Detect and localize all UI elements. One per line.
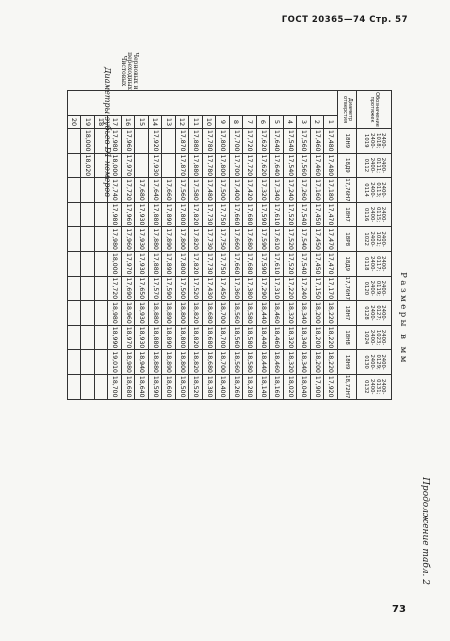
row-group-spacer (68, 91, 338, 116)
column-diameter: 18Н9 (338, 350, 357, 375)
table-cell: 18,440 (257, 350, 271, 375)
table-cell: 17,450 (311, 227, 325, 252)
row-number: 4 (284, 116, 298, 129)
table-cell: 17,640 (270, 153, 284, 178)
table-row (230, 91, 244, 400)
table-cell: 18,220 (324, 325, 338, 350)
table-cell: 17,540 (297, 227, 311, 252)
column-code: 2400-0119; 2400-0120 (357, 276, 392, 301)
table-cell: 17,700 (230, 153, 244, 178)
column-diameter: 18Д9 (338, 153, 357, 178)
table-cell: 17,930 (135, 227, 149, 252)
table-cell: 17,970 (122, 153, 136, 178)
table-cell: 17,430 (203, 276, 217, 301)
table-cell: 17,750 (216, 202, 230, 227)
table-row (68, 91, 82, 400)
table-cell: 18,890 (162, 325, 176, 350)
table-cell: 18,680 (122, 374, 136, 399)
table-cell: 17,340 (270, 178, 284, 203)
table-cell: 17,800 (216, 153, 230, 178)
table-cell: 18,280 (243, 374, 257, 399)
table-cell: 18,700 (108, 374, 122, 399)
table-cell: 17,800 (176, 227, 190, 252)
table-cell (81, 227, 95, 252)
table-cell (68, 178, 82, 203)
table-cell: 18,460 (270, 325, 284, 350)
table-cell: 18,700 (216, 325, 230, 350)
table-cell: 17,180 (324, 178, 338, 203)
table-cell: 17,960 (122, 227, 136, 252)
table-cell: 18,880 (149, 301, 163, 326)
table-cell: 18,000 (108, 251, 122, 276)
table-cell: 17,520 (284, 202, 298, 227)
table-cell: 17,590 (257, 202, 271, 227)
table-cell: 18,680 (203, 325, 217, 350)
table-cell: 18,680 (203, 301, 217, 326)
table-cell (81, 202, 95, 227)
table-cell (95, 301, 109, 326)
table-cell: 19,010 (108, 350, 122, 375)
column-code: 2400-0131; 2400-0132 (357, 374, 392, 399)
table-cell: 17,320 (257, 178, 271, 203)
table-cell: 17,560 (297, 153, 311, 178)
table-cell (95, 374, 109, 399)
table-cell: 18,580 (243, 325, 257, 350)
column-diameter: 18Н9 (338, 129, 357, 154)
table-cell: 17,220 (284, 276, 298, 301)
table-cell: 18,970 (122, 325, 136, 350)
table-cell: 18,200 (311, 325, 325, 350)
column-diameter: 17,76Н7 (338, 178, 357, 203)
table-cell: 17,170 (324, 276, 338, 301)
table-cell: 17,800 (216, 129, 230, 154)
table-row (257, 91, 271, 400)
table-cell: 17,450 (216, 276, 230, 301)
table-cell: 17,420 (243, 178, 257, 203)
table-cell: 17,460 (311, 129, 325, 154)
row-number: 8 (230, 116, 244, 129)
table-cell: 18,890 (162, 350, 176, 375)
table-cell (135, 153, 149, 178)
table-row (95, 91, 109, 400)
row-number: 16 (122, 116, 136, 129)
table-cell: 18,930 (135, 325, 149, 350)
table-cell: 17,400 (230, 178, 244, 203)
corner-label-codes: Обозначение протяжек (357, 91, 392, 129)
column-code: 2400-1021; 2400-1022 (357, 227, 392, 252)
table-cell: 18,160 (270, 374, 284, 399)
table-cell: 17,880 (149, 202, 163, 227)
table-cell: 17,820 (189, 251, 203, 276)
table-cell: 18,380 (203, 374, 217, 399)
table-cell: 18,340 (297, 325, 311, 350)
table-cell: 17,780 (203, 129, 217, 154)
table-cell: 18,640 (135, 374, 149, 399)
header-row-diameters (338, 91, 357, 400)
table-cell: 17,700 (230, 129, 244, 154)
table-cell: 17,930 (135, 202, 149, 227)
table-cell: 17,590 (162, 276, 176, 301)
table-cell: 17,240 (297, 276, 311, 301)
table-cell: 17,470 (324, 227, 338, 252)
table-cell: 17,800 (176, 202, 190, 227)
page-number: 73 (392, 604, 406, 615)
table-cell (95, 153, 109, 178)
table-row (176, 91, 190, 400)
table-cell: 17,720 (122, 178, 136, 203)
row-number: 13 (162, 116, 176, 129)
table-cell: 17,730 (203, 227, 217, 252)
column-code: 2400-1023; 2400-1024 (357, 325, 392, 350)
column-diameter: 18Н7 (338, 301, 357, 326)
table-cell: 18,040 (297, 374, 311, 399)
table-cell: 17,820 (189, 227, 203, 252)
table-cell: 18,000 (81, 129, 95, 154)
table-cell: 17,540 (284, 153, 298, 178)
table-row (135, 91, 149, 400)
table-row (324, 91, 338, 400)
table-cell: 18,200 (311, 350, 325, 375)
table-cell: 18,560 (230, 350, 244, 375)
column-diameter: 18Р8 (338, 227, 357, 252)
column-code: 2400-0113; 2400-0114 (357, 178, 392, 203)
table-cell: 17,520 (284, 227, 298, 252)
table-cell: 17,890 (162, 202, 176, 227)
table-row (149, 91, 163, 400)
table-cell: 17,460 (311, 153, 325, 178)
table-cell: 18,800 (176, 325, 190, 350)
table-cell (95, 350, 109, 375)
table-cell: 18,320 (284, 301, 298, 326)
table-cell: 17,930 (149, 153, 163, 178)
table-cell: 17,290 (257, 276, 271, 301)
table-cell: 17,470 (324, 251, 338, 276)
table-cell: 17,580 (189, 178, 203, 203)
column-code: 2400-0115; 2400-0116 (357, 202, 392, 227)
table-cell: 18,560 (230, 325, 244, 350)
table-cell (95, 251, 109, 276)
table-cell: 17,620 (257, 153, 271, 178)
table-row (216, 91, 230, 400)
row-number: 19 (81, 116, 95, 129)
table-cell (81, 325, 95, 350)
table-cell: 17,240 (284, 178, 298, 203)
table-cell: 18,500 (176, 374, 190, 399)
column-code: 2400-0111; 2400-0112 (357, 153, 392, 178)
table-cell: 18,200 (311, 301, 325, 326)
table-cell: 17,890 (162, 251, 176, 276)
column-code: 2400-0127; 2400-0128 (357, 301, 392, 326)
table-cell (95, 129, 109, 154)
table-title: Размеры в мм (398, 272, 408, 365)
table-cell (81, 374, 95, 399)
table-cell (135, 129, 149, 154)
table-cell: 17,730 (203, 202, 217, 227)
table-cell: 17,730 (203, 251, 217, 276)
table-cell (68, 129, 82, 154)
table-cell: 18,960 (122, 301, 136, 326)
table-cell (81, 178, 95, 203)
table-cell: 17,450 (311, 202, 325, 227)
table-cell: 17,880 (149, 251, 163, 276)
table-cell: 18,340 (297, 301, 311, 326)
table-cell: 17,470 (324, 202, 338, 227)
table-cell: 17,740 (108, 178, 122, 203)
table-cell: 17,930 (135, 251, 149, 276)
table-cell: 17,640 (149, 178, 163, 203)
column-diameter: 18Д9 (338, 251, 357, 276)
table-cell: 17,880 (149, 227, 163, 252)
rotated-content (70, 52, 430, 585)
table-cell: 17,890 (162, 227, 176, 252)
column-diameter: 18,72Н7 (338, 374, 357, 399)
table-cell (81, 276, 95, 301)
table-cell: 17,260 (297, 178, 311, 203)
table-cell: 17,720 (108, 276, 122, 301)
corner-label-diameter: Диаметр отверстия (338, 91, 357, 129)
table-row (311, 91, 325, 400)
row-number: 17 (108, 116, 122, 129)
table-cell: 17,970 (122, 251, 136, 276)
table-cell: 17,750 (216, 227, 230, 252)
table-cell: 17,680 (243, 251, 257, 276)
table-row (284, 91, 298, 400)
table-cell: 17,960 (122, 202, 136, 227)
table-cell: 18,800 (176, 350, 190, 375)
continuation-label: Продолжение табл. 2 (420, 477, 430, 585)
table-row (108, 91, 122, 400)
row-number: 11 (189, 116, 203, 129)
row-number: 9 (216, 116, 230, 129)
table-cell (81, 301, 95, 326)
table-cell: 18,320 (284, 325, 298, 350)
table-cell (95, 202, 109, 227)
table-cell: 17,610 (270, 227, 284, 252)
row-number: 15 (135, 116, 149, 129)
table-cell: 17,900 (311, 374, 325, 399)
table-cell: 17,450 (311, 251, 325, 276)
column-diameter: 17,76Н7 (338, 276, 357, 301)
table-cell: 18,140 (257, 374, 271, 399)
side-label-top: Черновых и переходных (126, 52, 140, 90)
table-cell: 18,980 (122, 350, 136, 375)
table-cell: 18,600 (162, 374, 176, 399)
table-cell: 18,820 (189, 350, 203, 375)
table-cell: 18,020 (81, 153, 95, 178)
table-cell: 17,690 (122, 276, 136, 301)
table-cell: 17,750 (216, 251, 230, 276)
table-cell (68, 153, 82, 178)
table-cell: 17,880 (189, 153, 203, 178)
table-row (243, 91, 257, 400)
row-number: 12 (176, 116, 190, 129)
row-number: 2 (311, 116, 325, 129)
table-cell (68, 227, 82, 252)
table-cell: 17,650 (135, 276, 149, 301)
row-number: 5 (270, 116, 284, 129)
row-number: 7 (243, 116, 257, 129)
table-cell (95, 178, 109, 203)
table-cell (81, 350, 95, 375)
table-cell: 17,500 (176, 276, 190, 301)
side-label-bottom: Чистовых (119, 55, 127, 87)
table-cell: 17,480 (203, 178, 217, 203)
table-cell: 17,480 (324, 153, 338, 178)
table-cell: 17,680 (243, 227, 257, 252)
table-cell: 17,560 (297, 129, 311, 154)
table-cell: 18,930 (135, 301, 149, 326)
table-cell: 18,400 (216, 374, 230, 399)
table-cell: 18,440 (257, 301, 271, 326)
table-cell: 17,590 (257, 251, 271, 276)
table-cell: 18,440 (257, 325, 271, 350)
table-cell (68, 301, 82, 326)
table-row (189, 91, 203, 400)
table-row (122, 91, 136, 400)
table-cell: 17,870 (176, 129, 190, 154)
table-cell: 17,920 (324, 374, 338, 399)
table-cell: 18,820 (189, 301, 203, 326)
table-cell: 18,560 (230, 301, 244, 326)
table-cell (95, 227, 109, 252)
table-cell: 17,620 (257, 129, 271, 154)
table-cell: 17,980 (108, 129, 122, 154)
column-code: 2400-1018; 2400-1019 (357, 129, 392, 154)
table-cell: 18,880 (149, 325, 163, 350)
table-cell: 18,020 (284, 374, 298, 399)
table-cell: 17,540 (284, 129, 298, 154)
table-cell: 17,870 (176, 153, 190, 178)
row-number: 10 (203, 116, 217, 129)
table-cell: 17,720 (243, 153, 257, 178)
table-cell: 18,820 (189, 325, 203, 350)
table-cell: 17,560 (176, 178, 190, 203)
bottom-label: Диаметры зубьев D1 номеров (103, 67, 112, 197)
table-cell: 17,360 (230, 276, 244, 301)
row-number: 18 (95, 116, 109, 129)
table-cell: 17,380 (243, 276, 257, 301)
table-cell: 17,680 (135, 178, 149, 203)
table-cell: 17,980 (108, 227, 122, 252)
row-number: 6 (257, 116, 271, 129)
table-cell: 18,580 (243, 350, 257, 375)
dimensions-table (67, 90, 392, 400)
table-cell: 18,700 (216, 301, 230, 326)
table-cell: 17,880 (189, 129, 203, 154)
table-cell: 17,540 (297, 202, 311, 227)
row-number: 20 (68, 116, 82, 129)
table-cell: 17,660 (230, 227, 244, 252)
table-cell: 18,700 (216, 350, 230, 375)
table-cell: 17,610 (270, 202, 284, 227)
table-cell: 17,920 (149, 129, 163, 154)
table-cell (162, 153, 176, 178)
table-cell: 18,680 (203, 350, 217, 375)
table-cell: 18,880 (149, 350, 163, 375)
table-cell: 18,320 (284, 350, 298, 375)
table-cell: 18,000 (108, 153, 122, 178)
column-code: 2400-0129; 2400-0130 (357, 350, 392, 375)
table-cell: 17,800 (176, 251, 190, 276)
table-cell: 17,960 (122, 129, 136, 154)
row-number: 3 (297, 116, 311, 129)
table-cell: 18,990 (108, 325, 122, 350)
table-body (68, 91, 338, 400)
table-cell: 17,570 (149, 276, 163, 301)
table-row (203, 91, 217, 400)
table-cell: 17,660 (230, 251, 244, 276)
table-cell: 17,480 (324, 129, 338, 154)
table-cell: 18,220 (324, 301, 338, 326)
table-cell: 17,590 (257, 227, 271, 252)
table-cell: 17,540 (297, 251, 311, 276)
table-cell: 17,680 (243, 202, 257, 227)
table-cell: 18,940 (135, 350, 149, 375)
table-cell: 18,460 (270, 301, 284, 326)
column-diameter: 18Н8 (338, 325, 357, 350)
table-cell: 18,460 (270, 350, 284, 375)
column-diameter: 18Н7 (338, 202, 357, 227)
table-cell: 17,820 (189, 202, 203, 227)
table-cell: 17,150 (311, 276, 325, 301)
table-cell (95, 325, 109, 350)
table-cell: 17,660 (230, 202, 244, 227)
table-row (162, 91, 176, 400)
header-row-codes (357, 91, 392, 400)
table-cell (95, 276, 109, 301)
table-row (297, 91, 311, 400)
table-row (270, 91, 284, 400)
table-cell (68, 202, 82, 227)
table-cell: 18,890 (162, 301, 176, 326)
table-cell (68, 350, 82, 375)
table-cell: 17,720 (243, 129, 257, 154)
table-cell: 17,660 (162, 178, 176, 203)
table-cell (68, 276, 82, 301)
table-cell: 17,520 (284, 251, 298, 276)
column-code: 2400-0117; 2400-0118 (357, 251, 392, 276)
table-cell (68, 251, 82, 276)
table-row (81, 91, 95, 400)
table-cell: 18,590 (149, 374, 163, 399)
row-number: 1 (324, 116, 338, 129)
table-cell: 17,520 (189, 276, 203, 301)
table-cell: 17,980 (108, 202, 122, 227)
table-cell: 18,340 (297, 350, 311, 375)
table-cell: 18,580 (243, 301, 257, 326)
table-cell: 17,610 (270, 251, 284, 276)
table-cell (162, 129, 176, 154)
table-cell: 18,980 (108, 301, 122, 326)
table-cell: 18,260 (230, 374, 244, 399)
table-cell: 17,640 (270, 129, 284, 154)
table-cell: 17,310 (270, 276, 284, 301)
table-cell: 18,520 (189, 374, 203, 399)
table-cell: 18,220 (324, 350, 338, 375)
row-number: 14 (149, 116, 163, 129)
table-cell: 17,500 (216, 178, 230, 203)
table-cell (68, 325, 82, 350)
table-cell: 18,800 (176, 301, 190, 326)
table-cell: 17,780 (203, 153, 217, 178)
table-cell (81, 251, 95, 276)
table-cell: 17,160 (311, 178, 325, 203)
page-header: ГОСТ 20365—74 Стр. 57 (281, 15, 408, 25)
table-cell (68, 374, 82, 399)
